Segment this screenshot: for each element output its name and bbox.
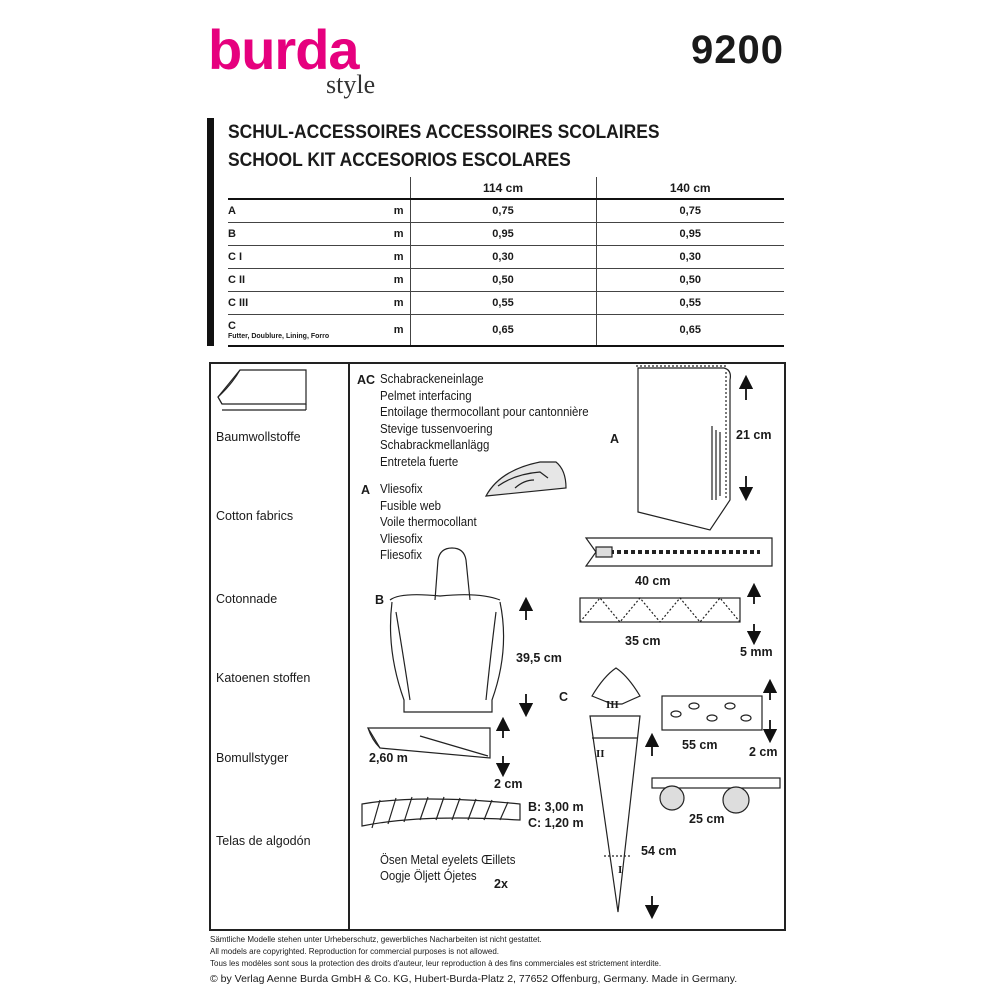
pencil-case-drawing: [636, 366, 730, 530]
dim-55: 55 cm: [682, 738, 718, 752]
row-114: 0,75: [410, 199, 596, 223]
fabric-label-de: Baumwollstoffe: [216, 430, 301, 444]
row-140: 0,55: [596, 292, 784, 315]
interfacing-line: Entretela fuerte: [380, 453, 459, 469]
row-label: B: [228, 223, 378, 246]
label-c: C: [559, 690, 569, 704]
cord-b: B: 3,00 m: [528, 800, 584, 814]
fabric-label-sv: Bomullstyger: [216, 751, 289, 765]
footer-line-de: Sämtliche Modelle stehen unter Urheberschutz, gewerbliches Nacharbeiten ist nicht gestattet.: [210, 935, 542, 944]
dim-25: 25 cm: [689, 812, 725, 826]
row-114: 0,50: [410, 269, 596, 292]
fabric-label-nl: Katoenen stoffen: [216, 671, 311, 685]
row-140: 0,65: [596, 315, 784, 347]
quilted-strip-drawing: [580, 598, 740, 622]
zipper-drawing: [586, 538, 772, 566]
fabric-label-es: Telas de algodón: [216, 834, 311, 848]
row-140: 0,50: [596, 269, 784, 292]
cone-part-1: I: [618, 864, 623, 876]
row-sublabel: Futter, Doublure, Lining, Forro: [228, 332, 330, 340]
row-140: 0,95: [596, 223, 784, 246]
dotted-ribbon-drawing: [662, 696, 762, 730]
row-114: 0,55: [410, 292, 596, 315]
interfacing-line: Schabrackeneinlage: [380, 371, 484, 386]
dim-35: 35 cm: [625, 634, 661, 648]
cord-c: C: 1,20 m: [528, 816, 584, 830]
label-a: A: [610, 432, 620, 446]
drawstring-bag-drawing: [390, 548, 504, 712]
fabric-fold-icon: [218, 370, 306, 410]
row-114: 0,65: [410, 315, 596, 347]
eyelets-line-2: Oogje Öljett Ójetes: [380, 868, 477, 883]
fusible-line: Fusible web: [380, 497, 442, 513]
fabric-label-fr: Cotonnade: [216, 592, 278, 606]
cone-part-2: II: [596, 748, 605, 760]
footer-copyright: © by Verlag Aenne Burda GmbH & Co. KG, Hubert-Burda-Platz 2, 77652 Offenburg, Germany. Made in Germany.: [210, 973, 738, 985]
dim-2cm-right: 2 cm: [749, 745, 778, 759]
brand-sub: style: [326, 70, 376, 99]
row-unit: m: [378, 199, 410, 223]
row-label: C I: [228, 246, 378, 269]
width-140-header: 140 cm: [596, 177, 784, 199]
label-b: B: [375, 593, 385, 607]
eyelets-qty: 2x: [494, 877, 508, 891]
fusible-line: Fliesofix: [380, 547, 422, 562]
footer-line-fr: Tous les modèles sont sous la protection des droits d'auteur, leur reproduction à des fins commerciales est strictement interdite.: [210, 959, 662, 968]
dim-39-5: 39,5 cm: [516, 651, 562, 665]
interfacing-line: Stevige tussenvoering: [380, 420, 493, 436]
iron-icon: [486, 462, 566, 496]
dim-5mm: 5 mm: [740, 645, 773, 659]
row-label: C III: [228, 292, 378, 315]
width-114-header: 114 cm: [410, 177, 596, 199]
row-label: C: [228, 319, 236, 332]
dim-21: 21 cm: [736, 428, 772, 442]
fabric-label-en: Cotton fabrics: [216, 509, 294, 523]
dim-54: 54 cm: [641, 844, 677, 858]
bias-strip-drawing: [368, 728, 490, 758]
row-114: 0,30: [410, 246, 596, 269]
fusible-line: Vliesofix: [380, 481, 423, 496]
cord-drawing: [362, 797, 520, 828]
fusible-line: Voile thermocollant: [380, 514, 477, 529]
title-line-1: SCHUL-ACCESSOIRES ACCESSOIRES SCOLAIRES: [228, 122, 660, 143]
fusible-line: Vliesofix: [380, 530, 423, 546]
interfacing-line: Pelmet interfacing: [380, 387, 472, 403]
interfacing-line: Entoilage thermocollant pour cantonnière: [380, 404, 589, 419]
row-unit: m: [378, 223, 410, 246]
row-unit: m: [378, 269, 410, 292]
row-140: 0,75: [596, 199, 784, 223]
dim-2cm-left: 2 cm: [494, 777, 523, 791]
interfacing-line: Schabrackmellanlägg: [380, 437, 490, 452]
eyelets-line-1: Ösen Metal eyelets Œillets: [380, 852, 516, 867]
brand-name: burda: [208, 18, 359, 81]
row-114: 0,95: [410, 223, 596, 246]
row-unit: m: [378, 292, 410, 315]
row-label: C II: [228, 269, 378, 292]
cone-part-3: III: [606, 699, 619, 711]
row-label: A: [228, 199, 378, 223]
footer-line-en: All models are copyrighted. Reproduction for commercial purposes is not allowed.: [210, 947, 500, 956]
title-line-2: SCHOOL KIT ACCESORIOS ESCOLARES: [228, 150, 571, 171]
dim-40: 40 cm: [635, 574, 671, 588]
row-140: 0,30: [596, 246, 784, 269]
pattern-number: 9200: [691, 28, 784, 72]
row-unit: m: [378, 246, 410, 269]
fusible-code: A: [361, 483, 371, 497]
dim-2-60: 2,60 m: [369, 751, 408, 765]
row-unit: m: [378, 315, 410, 347]
interfacing-code: AC: [357, 373, 376, 387]
pompom-trim-drawing: [652, 778, 780, 813]
